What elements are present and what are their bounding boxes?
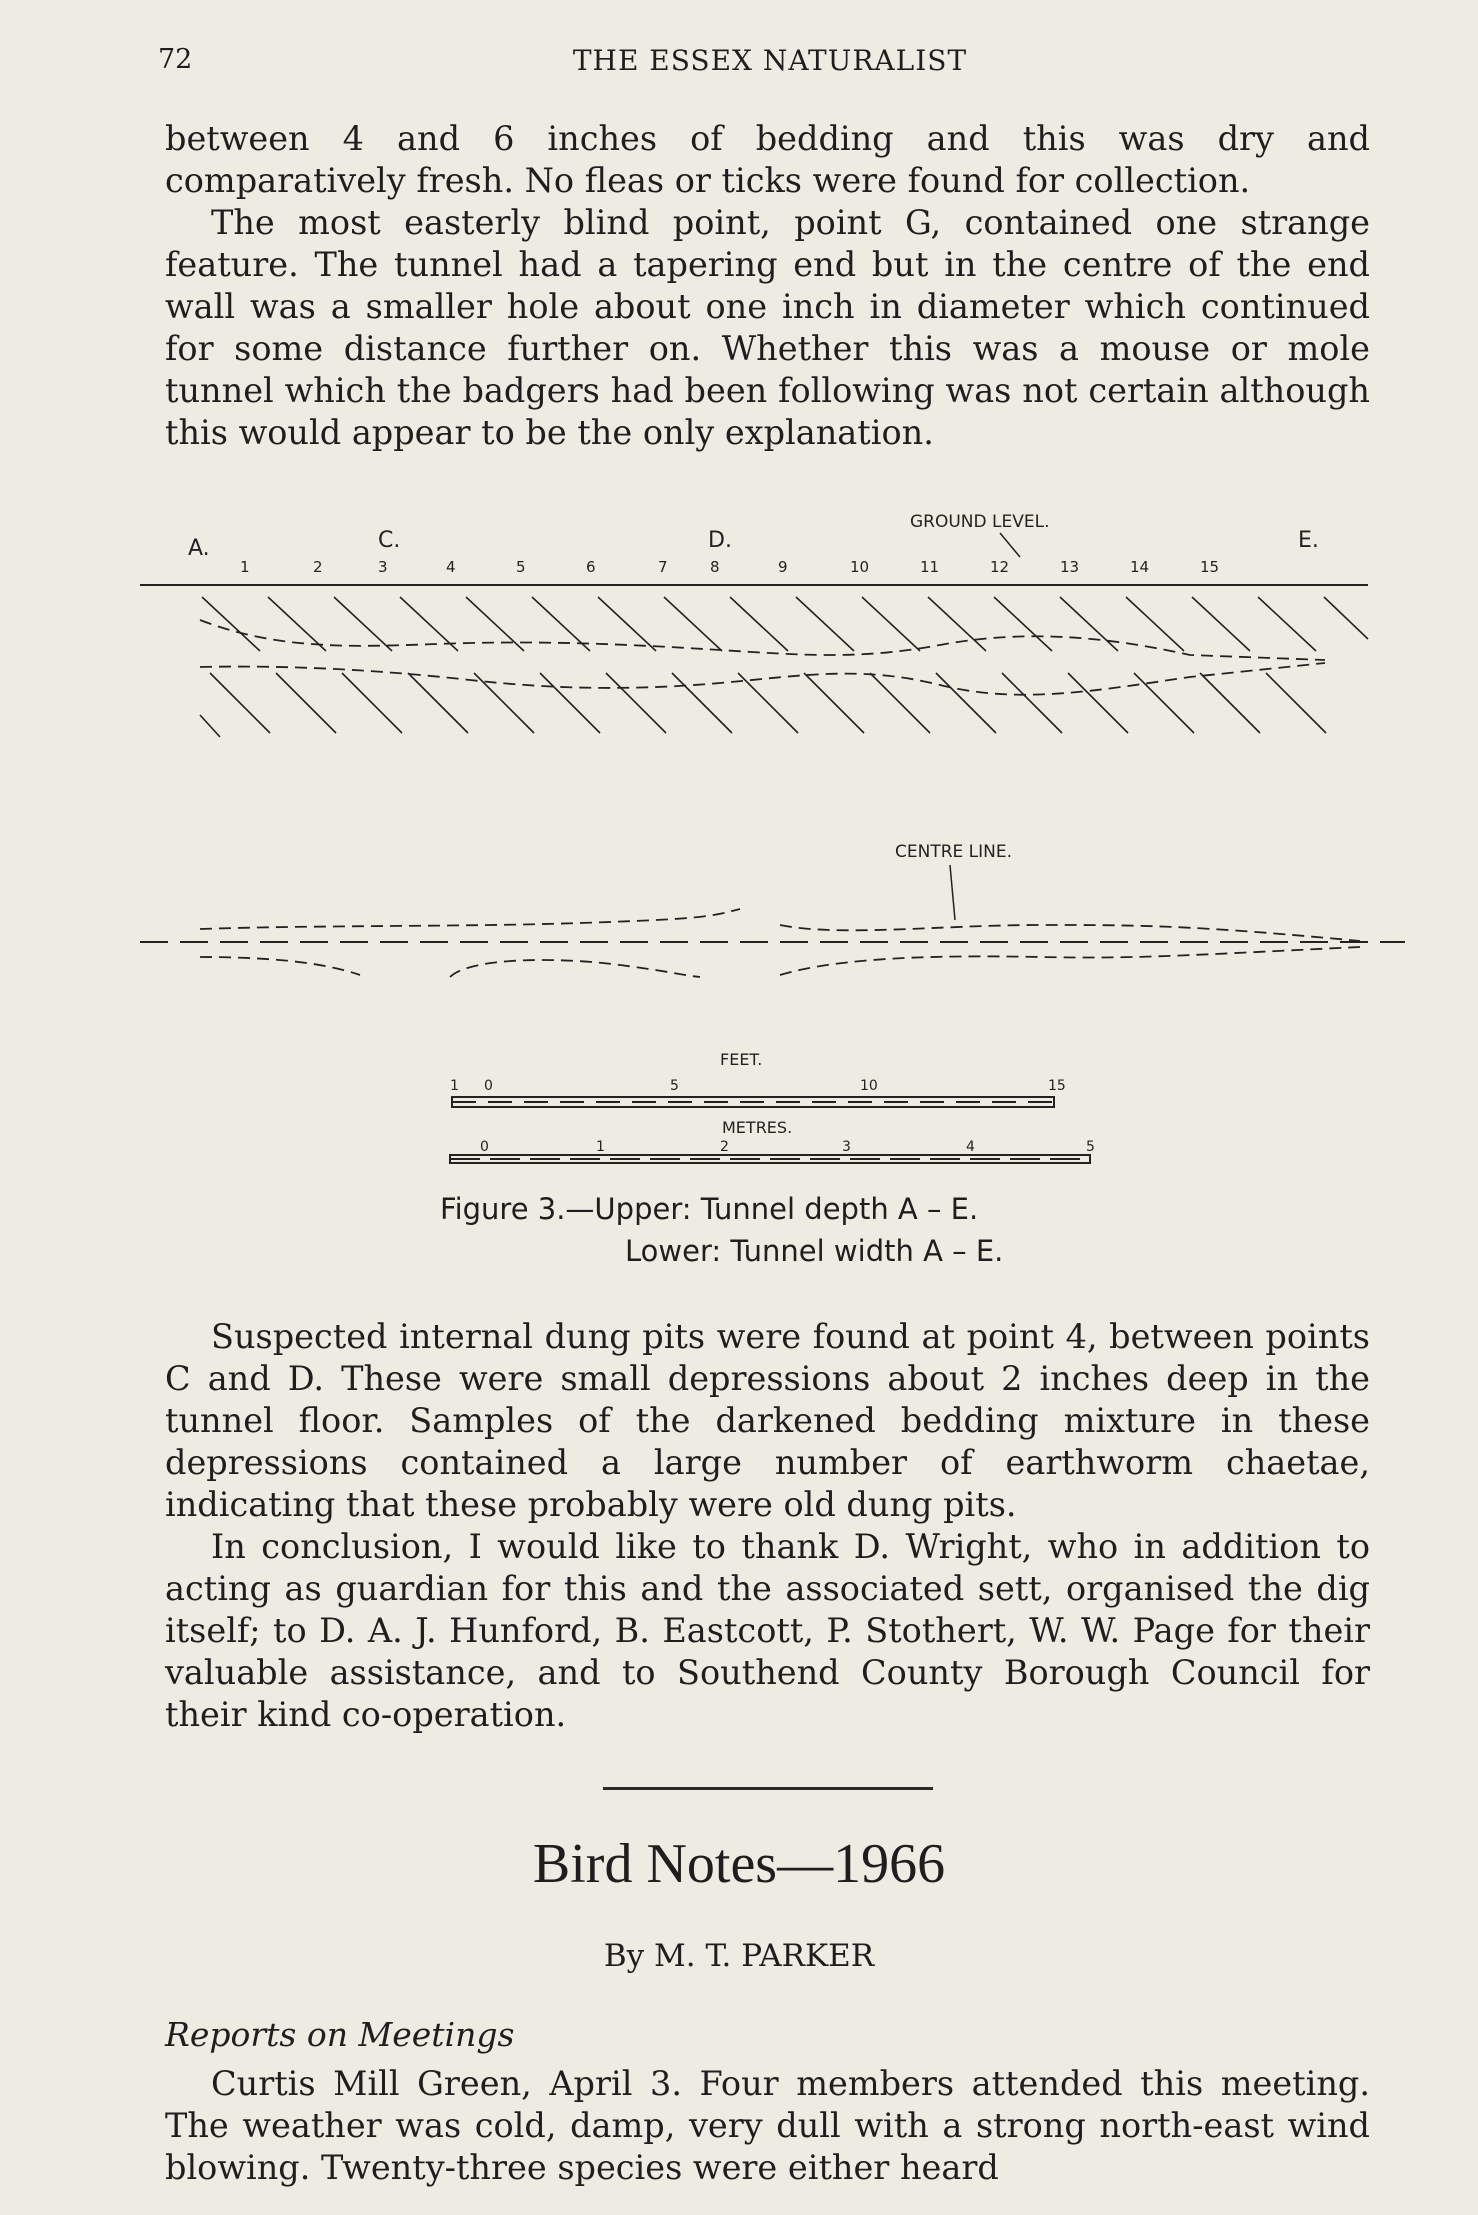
tick-label: 2 [313,558,323,576]
feet-label: FEET. [720,1050,763,1069]
paragraph: Curtis Mill Green, April 3. Four members attended this meeting. The weather was cold, damp, very dull with a strong north-east wind blowing. Twenty-three species were either heard [165,2064,1370,2187]
metres-label: METRES. [722,1118,793,1137]
label-d: D. [708,528,732,553]
depth-tick-labels [240,558,1219,576]
byline: By M. T. PARKER [603,1938,875,1974]
section-divider [603,1787,933,1790]
tick-label: 8 [710,558,720,576]
paragraph: In conclusion, I would like to thank D. Wright, who in addition to acting as guardian for this and the associated sett, organised the dig itself; to D. A. J. Hunford, B. Eastcott, P. Stothert, W. W. Page for their valuable assistance, and to Southend County Borough Council for their kind co-operation. [165,1527,1370,1734]
metres-tick-label: 1 [596,1139,605,1155]
tick-label: 9 [778,558,788,576]
ground-hatching [200,597,1368,737]
tunnel-figure [140,505,1410,1205]
depth-diagram [140,512,1368,737]
tunnel-wall-lower [200,957,360,975]
centre-line-label: CENTRE LINE. [895,842,1013,862]
tick-label: 3 [378,558,388,576]
metres-tick-label: 0 [480,1139,489,1155]
tunnel-wall-upper [200,909,740,929]
page-number: 72 [158,44,193,75]
metres-tick-label: 2 [720,1139,729,1155]
section-heading: Reports on Meetings [165,2015,515,2054]
feet-tick-label: 0 [484,1078,493,1094]
body-text-top [165,118,1370,454]
label-c: C. [378,528,401,553]
tunnel-wall-upper [780,925,1360,941]
running-head [150,44,1390,84]
tick-label: 12 [990,558,1010,576]
tick-label: 10 [850,558,870,576]
tick-label: 15 [1200,558,1220,576]
paragraph: between 4 and 6 inches of bedding and this was dry and comparatively fresh. No fleas or ticks were found for collection. [165,119,1370,200]
tick-label: 13 [1060,558,1080,576]
tick-label: 6 [586,558,596,576]
width-diagram [140,842,1405,977]
label-e: E. [1298,528,1319,553]
feet-tick-label: 15 [1048,1078,1066,1094]
body-text-middle [165,1316,1370,1736]
tick-label: 7 [658,558,668,576]
tick-label: 1 [240,558,250,576]
feet-tick-label: 10 [860,1078,878,1094]
tunnel-wall-lower [780,947,1360,975]
scale-bars [450,1050,1095,1163]
label-a: A. [188,536,210,561]
figure-caption [440,1188,1003,1272]
tick-label: 14 [1130,558,1150,576]
tick-label: 4 [446,558,456,576]
paragraph: The most easterly blind point, point G, contained one strange feature. The tunnel had a tapering end but in the centre of the end wall was a smaller hole about one inch in diameter which continued for some distance further on. Whether this was a mouse or mole tunnel which the badgers had been following was not certain although this would appear to be the only explanation. [165,203,1370,452]
journal-title: THE ESSEX NATURALIST [572,44,968,77]
article-title: Bird Notes—1966 [532,1833,946,1895]
paragraph: Suspected internal dung pits were found at point 4, between points C and D. These were small depressions about 2 inches deep in the tunnel floor. Samples of the darkened bedding mixture in these depressions contained a large number of earthworm chaetae, indicating that these probably were old dung pits. [165,1317,1370,1524]
caption-line: Lower: Tunnel width A – E. [625,1234,1004,1268]
metres-tick-label: 3 [842,1139,851,1155]
tick-label: 5 [516,558,526,576]
metres-tick-label: 4 [966,1139,975,1155]
metres-tick-label: 5 [1086,1139,1095,1155]
tunnel-wall-lower [450,960,700,977]
body-text-bottom [165,2063,1370,2189]
ground-level-label: GROUND LEVEL. [910,512,1050,532]
feet-tick-label: 5 [670,1078,679,1094]
caption-line: Figure 3.—Upper: Tunnel depth A – E. [440,1192,979,1226]
tick-label: 11 [920,558,940,576]
tunnel-profile [200,620,1325,695]
feet-tick-label: 1 [450,1078,459,1094]
